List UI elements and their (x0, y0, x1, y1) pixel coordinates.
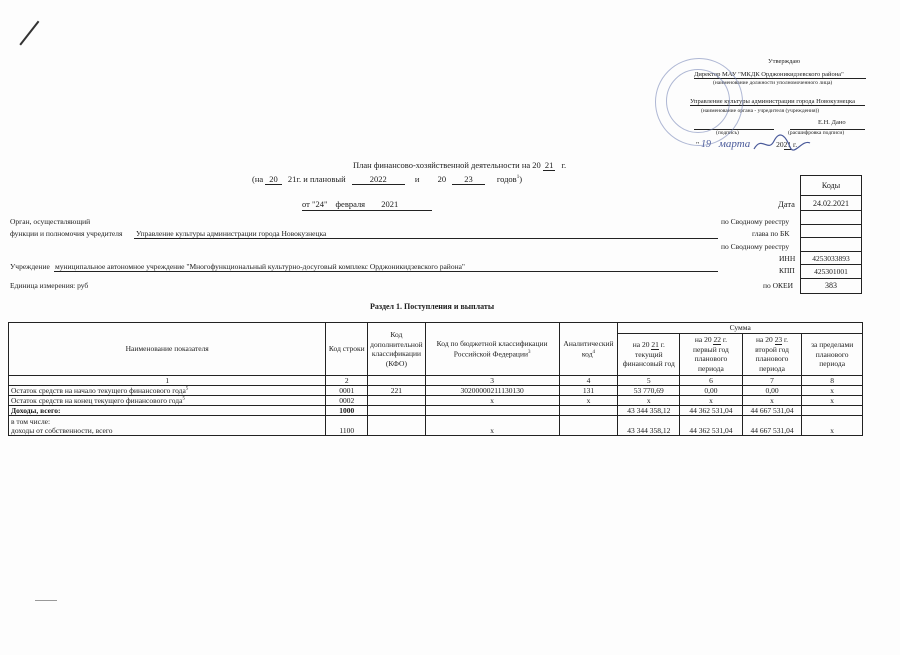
plan-title-year: 21 (544, 160, 554, 170)
header-year3-a: на 20 (755, 335, 773, 345)
plan-date (302, 199, 398, 209)
header-analytic-text: Аналитический код (563, 338, 614, 359)
organ-value: Управление культуры администрации города Новокузнецка (136, 229, 327, 238)
row-name: Доходы, всего: (9, 406, 326, 416)
row-code: 1100 (326, 416, 368, 436)
row-code: 1000 (326, 406, 368, 416)
col-number: 2 (326, 376, 368, 386)
plan-date-line (302, 210, 432, 211)
codes-kpp-label: КПП (779, 266, 795, 275)
row-code: 0001 (326, 386, 368, 396)
row-name-text: Остаток средств на начало текущего финансового года (11, 386, 186, 395)
approval-date-quote: " (696, 140, 700, 149)
col-number: 6 (680, 376, 743, 386)
row-name (9, 386, 326, 396)
plan-period-suffix: годов (496, 174, 517, 184)
scan-mark (35, 600, 57, 601)
organization-seal (655, 58, 743, 146)
codes-kpp-value: 425301001 (801, 265, 862, 279)
codes-date-label: Дата (778, 199, 795, 209)
plan-period-and: и (414, 174, 420, 184)
col-number: 4 (559, 376, 618, 386)
plan-period-year: 21 (287, 174, 297, 184)
approval-name-caption: (расшифровка подписи) (788, 130, 845, 136)
header-year2 (680, 333, 743, 376)
organ-label-2: функции и полномочия учредителя (10, 229, 123, 238)
plan-period-year-prefix: 20 (265, 174, 282, 185)
row-y2: 44 362 531,04 (680, 406, 743, 416)
row-analytic: 131 (559, 386, 618, 396)
row-kfo: 221 (368, 386, 426, 396)
row-y1: 43 344 358,12 (618, 416, 680, 436)
header-year3 (742, 333, 802, 376)
codes-reg2-value (801, 238, 862, 252)
col-number (368, 376, 426, 386)
plan-title-suffix: г. (561, 160, 567, 170)
row-y4 (802, 406, 863, 416)
signature (752, 133, 812, 155)
col-number: 3 (425, 376, 559, 386)
scan-mark (19, 21, 39, 46)
codes-bk-label: глава по БК (752, 229, 790, 238)
row-footnote: 5 (182, 396, 185, 402)
header-name: Наименование показателя (9, 323, 326, 376)
plan-period-year2-prefix: 20 (437, 174, 447, 184)
row-kfo (368, 406, 426, 416)
codes-okei-label: по ОКЕИ (763, 281, 794, 290)
header-year2-b: 22 (713, 335, 721, 345)
header-year1-a: на 20 (632, 340, 650, 349)
col-number: 8 (802, 376, 863, 386)
organ-label-1: Орган, осуществляющий (10, 217, 91, 226)
codes-box (800, 175, 862, 294)
codes-date-value: 24.02.2021 (801, 196, 862, 211)
header-line-code: Код строки (326, 323, 368, 376)
row-y1: 43 344 358,12 (618, 406, 680, 416)
approval-date-month: марта (718, 138, 751, 150)
organ-line (134, 238, 718, 239)
unit-value: руб (77, 281, 89, 290)
table-row (9, 406, 863, 416)
header-sum: Сумма (618, 323, 863, 334)
institution-line (54, 271, 718, 272)
row-analytic (559, 416, 618, 436)
table-row (9, 386, 863, 396)
plan-period-footnote: 1 (516, 175, 520, 181)
section-title: Раздел 1. Поступления и выплаты (370, 302, 495, 311)
header-year3-c: г. второй год планового периода (755, 335, 789, 373)
row-footnote: 5 (185, 386, 189, 392)
approval-date-suffix: г. (793, 140, 798, 149)
plan-period-mid: г. и плановый (296, 174, 346, 184)
row-name-text: доходы от собственности, всего (11, 426, 113, 435)
approval-label: Утверждаю (768, 58, 801, 65)
row-y4: х (802, 416, 863, 436)
header-year1 (618, 333, 680, 376)
plan-title-prefix: План финансово-хозяйственной деятельности на 20 (353, 160, 541, 170)
row-y2: 0,00 (680, 386, 743, 396)
plan-title (353, 160, 566, 170)
header-year3-b: 23 (774, 335, 783, 345)
receipts-payments-table (8, 322, 863, 436)
row-bk: х (425, 396, 559, 406)
row-name-prefix: в том числе: (11, 417, 51, 426)
row-y2: х (680, 396, 743, 406)
header-year2-c: г. первый год планового периода (693, 335, 729, 373)
plan-period-close: ) (519, 174, 523, 184)
approval-name: Е.Н. Дано (818, 119, 846, 126)
row-y4: х (802, 386, 863, 396)
row-name (9, 396, 326, 406)
header-year1-c: г. текущий финансовый год (622, 340, 675, 368)
row-y3: 44 667 531,04 (742, 406, 802, 416)
plan-period-year1: 2022 (352, 174, 405, 185)
approval-date-day: 19 (700, 139, 711, 150)
plan-date-prefix: от "24" (302, 199, 328, 209)
header-analytic (559, 323, 618, 376)
col-number: 5 (618, 376, 680, 386)
codes-bk-value (801, 224, 862, 238)
codes-inn-label: ИНН (779, 254, 796, 263)
institution-value: муниципальное автономное учреждение "Многофункциональный культурно-досуговый комплекс Орджоникидзевского района" (55, 262, 465, 271)
plan-date-month: февраля (335, 199, 366, 209)
plan-period (252, 174, 522, 184)
approval-date-year: 21 (783, 140, 792, 149)
plan-date-year: 2021 (381, 199, 399, 209)
row-y1: х (618, 396, 680, 406)
row-code: 0002 (326, 396, 368, 406)
row-bk: 30200000211130130 (425, 386, 559, 396)
row-y3: х (742, 396, 802, 406)
row-name-text: Остаток средств на конец текущего финансового года (11, 396, 183, 405)
header-beyond: за пределами планового периода (802, 333, 863, 376)
unit-label-text: Единица измерения: (10, 281, 76, 290)
codes-inn-value: 4253033893 (801, 251, 862, 265)
table-number-row (9, 376, 863, 386)
approval-org: Управление культуры администрации города Новокузнецка (690, 98, 865, 106)
row-y4: х (802, 396, 863, 406)
plan-period-year2: 23 (452, 174, 485, 185)
codes-reg1-value (801, 211, 862, 225)
codes-reg2-label: по Сводному реестру (721, 242, 790, 251)
table-header-row (9, 323, 863, 334)
approval-position: Директор МАУ "МКДК Орджоникидзевского района" (694, 71, 866, 79)
institution-label: Учреждение (10, 262, 50, 271)
header-kfo: Код дополнительной классификации (КФО) (368, 323, 426, 376)
row-y1: 53 770,69 (618, 386, 680, 396)
header-year1-b: 21 (651, 340, 659, 349)
row-y3: 0,00 (742, 386, 802, 396)
col-number: 1 (9, 376, 326, 386)
row-kfo (368, 396, 426, 406)
row-bk: х (425, 416, 559, 436)
row-analytic (559, 406, 618, 416)
header-year2-a: на 20 (694, 335, 712, 345)
codes-header: Коды (801, 176, 862, 196)
table-row (9, 396, 863, 406)
approval-position-caption: (наименование должности уполномоченного лица) (713, 80, 833, 86)
plan-period-prefix: (на (252, 174, 264, 184)
table-row (9, 416, 863, 436)
row-y2: 44 362 531,04 (680, 416, 743, 436)
header-bk-footnote: 3 (527, 350, 531, 356)
header-analytic-footnote: 4 (592, 350, 596, 356)
unit-label (10, 281, 88, 290)
codes-reg1-label: по Сводному реестру (721, 217, 790, 226)
approval-date-year-prefix: 20 (776, 140, 784, 149)
approval-sign-caption: (подпись) (716, 130, 739, 136)
approval-org-caption: (наименование органа - учредителя (учреждения)) (701, 108, 820, 114)
row-y3: 44 667 531,04 (742, 416, 802, 436)
codes-okei-value: 383 (801, 278, 862, 293)
row-kfo (368, 416, 426, 436)
row-analytic: х (559, 396, 618, 406)
col-number: 7 (742, 376, 802, 386)
header-bk-text: Код по бюджетной классификации Российской Федерации (436, 338, 548, 359)
header-bk (425, 323, 559, 376)
row-bk (425, 406, 559, 416)
row-name (9, 416, 326, 436)
